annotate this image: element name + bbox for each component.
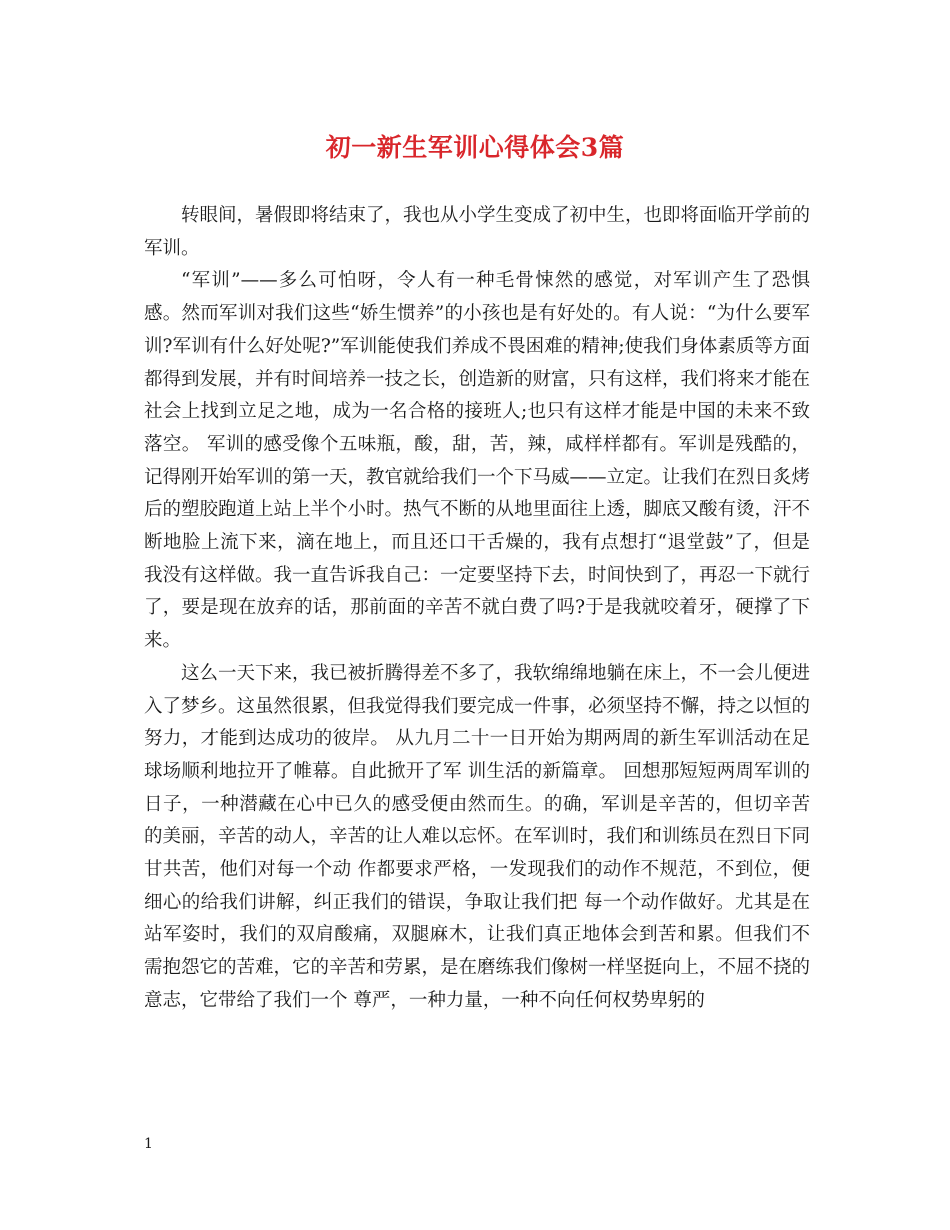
document-title: 初一新生军训心得体会3篇 xyxy=(325,133,625,162)
paragraph-1: 转眼间，暑假即将结束了，我也从小学生变成了初中生，也即将面临开学前的军训。 xyxy=(144,205,811,259)
paragraph-2: “军训”——多么可怕呀，令人有一种毛骨悚然的感觉，对军训产生了恐惧感。然而军训对我们这些“娇生惯养”的小孩也是有好处的。有人说：“为什么要军训?军训有什么好处呢?”军训能使我们养成不畏困难的精神;使我们身体素质等方面都得到发展，并有时间培养一技之长，创造新的财富，只有这样，我们将来才能在社会上找到立足之地，成为一名合格的接班人;也只有这样才能是中国的未来不致落空。 军训的感受像个五味瓶，酸，甜，苦，辣，咸样样都有。军训是残酷的，记得刚开始军训的第一天，教官就给我们一个下马威——立定。让我们在烈日炙烤后的塑胶跑道上站上半个小时。热气不断的从地里面往上透，脚底又酸有烫，汗不断地脸上流下来，滴在地上，而且还口干舌燥的，我有点想打“退堂鼓”了，但是我没有这样做。我一直告诉我自己：一定要坚持下去，时间快到了，再忍一下就行了，要是现在放弃的话，那前面的辛苦不就白费了吗?于是我就咬着牙，硬撑了下来。 xyxy=(144,270,811,652)
page-number: 1 xyxy=(144,1136,153,1152)
document-body xyxy=(144,200,810,1018)
paragraph-3: 这么一天下来，我已被折腾得差不多了，我软绵绵地躺在床上，不一会儿便进入了梦乡。这虽然很累，但我觉得我们要完成一件事，必须坚持不懈，持之以恒的努力，才能到达成功的彼岸。 从九月二十一日开始为期两周的新生军训活动在足球场顺利地拉开了帷幕。自此掀开了军 训生活的新篇章。 回想那短短两周军训的日子，一种潜藏在心中已久的感受便由然而生。的确，军训是辛苦的，但切辛苦 的美丽，辛苦的动人，辛苦的让人难以忘怀。在军训时，我们和训练员在烈日下同甘共苦，他们对每一个动 作都要求严格，一发现我们的动作不规范，不到位，便细心的给我们讲解，纠正我们的错误，争取让我们把 每一个动作做好。尤其是在站军姿时，我们的双肩酸痛，双腿麻木，让我们真正地体会到苦和累。但我们不 需抱怨它的苦难，它的辛苦和劳累，是在磨练我们像树一样坚挺向上，不屈不挠的意志，它带给了我们一个 尊严，一种力量，一种不向任何权势卑躬的 xyxy=(144,662,811,1011)
